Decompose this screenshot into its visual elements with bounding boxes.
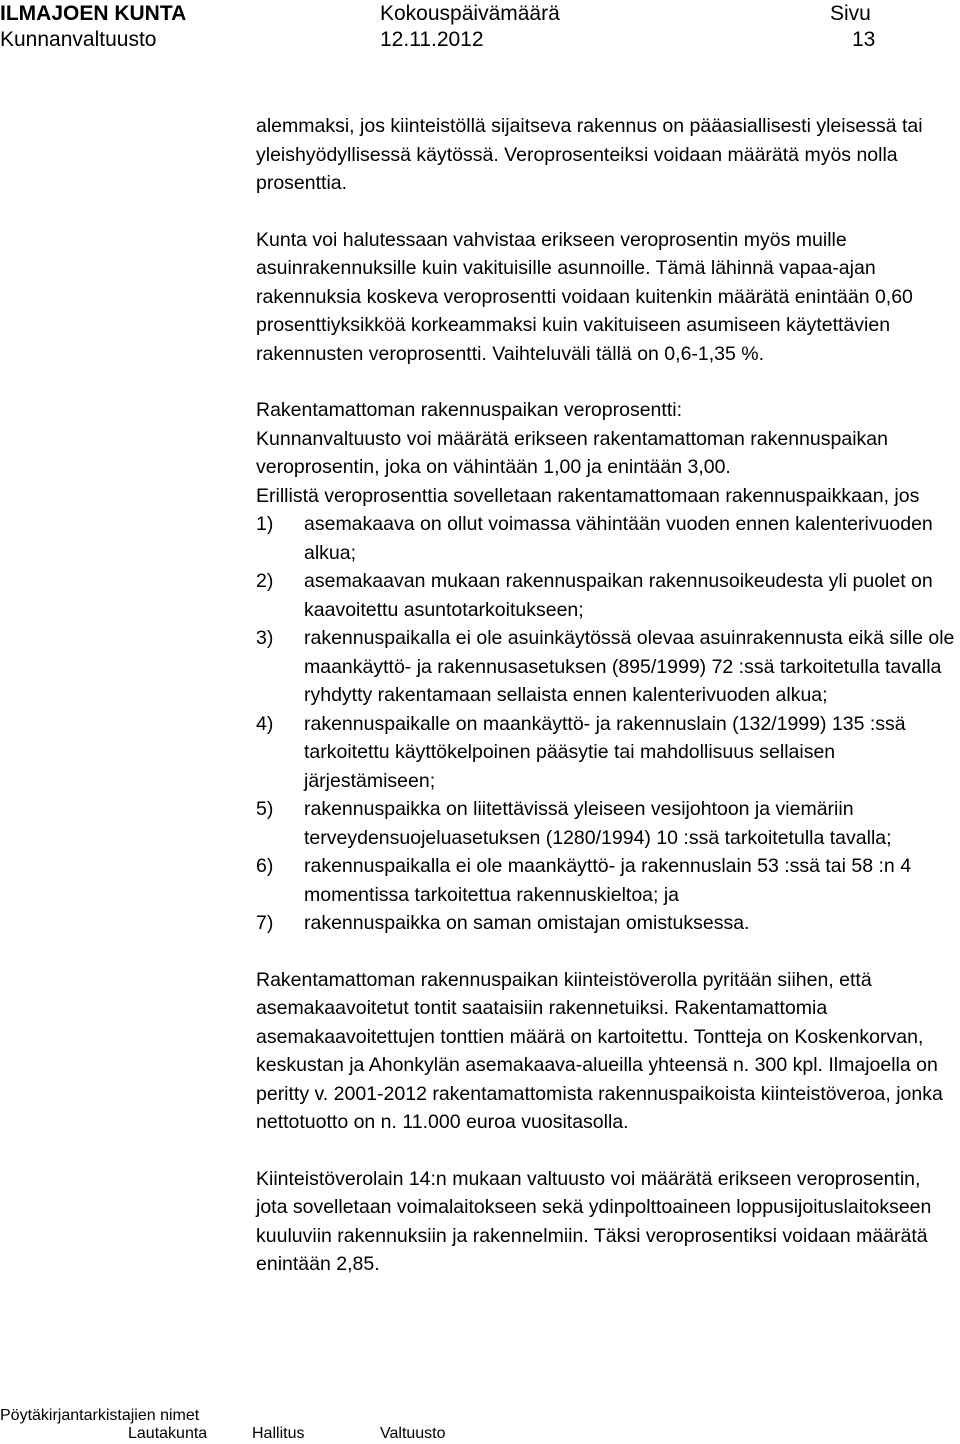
paragraph-5: Kiinteistöverolain 14:n mukaan valtuusto voi määrätä erikseen veroprosentin, jota sovelletaan voimalaitokseen sekä ydinpolttoaineen loppusijoituslaitokseen kuuluviin rakennuksiin ja rakennelmiin. Täksi veroprosentiksi voidaan määrätä enintään 2,85. xyxy=(256,1167,932,1275)
paragraph-1: alemmaksi, jos kiinteistöllä sijaitseva rakennus on pääasiallisesti yleisessä tai yleishyödyllisessä käytössä. Veroprosenteiksi voidaan määrätä myös nolla prosenttia. xyxy=(256,115,923,194)
list-item xyxy=(256,624,956,710)
footer-col-council: Valtuusto xyxy=(380,1425,446,1442)
list-number: 1) xyxy=(256,513,274,535)
list-text: rakennuspaikalla ei ole maankäyttö- ja rakennuslain 53 :ssä tai 58 :n 4 momentissa tarkoitettua rakennuskieltoa; ja xyxy=(304,855,912,906)
page-label: Sivu xyxy=(830,2,871,25)
list-text: rakennuspaikka on saman omistajan omistuksessa. xyxy=(304,912,750,934)
list-number: 3) xyxy=(256,627,274,649)
paragraph-4: Rakentamattoman rakennuspaikan kiinteistöverolla pyritään siihen, että asemakaavoitetut tontit saataisiin rakennetuiksi. Rakentamattomia asemakaavoitettujen tonttien määrä on kartoitettu. Tontteja on Koskenkorvan, keskustan ja Ahonkylän asemakaava-alueilla yhteensä n. 300 kpl. Ilmajoella on peritty v. 2001-2012 rakentamattomista rakennuspaikoista kiinteistöveroa, jonka nettotuotto on n. 11.000 euroa vuositasolla. xyxy=(256,968,943,1133)
list-text: rakennuspaikka on liitettävissä yleiseen vesijohtoon ja viemäriin terveydensuojeluasetuksen (1280/1994) 10 :ssä tarkoitetulla tavalla; xyxy=(304,798,892,849)
page-number: 13 xyxy=(852,28,876,51)
list-text: rakennuspaikalle on maankäyttö- ja rakennuslain (132/1999) 135 :ssä tarkoitettu käyttökelpoinen pääsytie tai mahdollisuus sellaisen järjestämiseen; xyxy=(304,712,906,792)
list-item xyxy=(256,909,956,938)
list-number: 4) xyxy=(256,712,274,735)
list-number: 2) xyxy=(256,570,274,592)
list-item xyxy=(256,567,956,624)
list-item xyxy=(256,795,956,852)
body-name: Kunnanvaltuusto xyxy=(0,28,157,51)
document-body xyxy=(256,112,956,1307)
list-item xyxy=(256,852,956,909)
date-label: Kokouspäivämäärä xyxy=(380,2,560,25)
paragraph-3a: Kunnanvaltuusto voi määrätä erikseen rakentamattoman rakennuspaikan veroprosentin, joka on vähintään 1,00 ja enintään 3,00. xyxy=(256,427,888,478)
list-text: asemakaava on ollut voimassa vähintään vuoden ennen kalenterivuoden alkua; xyxy=(304,513,933,564)
list-number: 7) xyxy=(256,912,274,934)
list-text: rakennuspaikalla ei ole asuinkäytössä olevaa asuinrakennusta eikä sille ole maankäyttö- ja rakennusasetuksen (895/1999) 72 :ssä tarkoitetulla tavalla ryhdytty rakentamaan sellaista ennen kalenterivuoden alkua; xyxy=(304,627,955,706)
list-item xyxy=(256,710,956,796)
section-heading: Rakentamattoman rakennuspaikan veroprosentti: xyxy=(256,399,682,421)
org-name: ILMAJOEN KUNTA xyxy=(0,2,187,25)
list-number: 6) xyxy=(256,855,274,877)
conditions-list xyxy=(256,510,956,938)
list-item xyxy=(256,510,956,567)
paragraph-3b: Erillistä veroprosenttia sovelletaan rakentamattomaan rakennuspaikkaan, jos xyxy=(256,484,920,507)
footer-title: Pöytäkirjantarkistajien nimet xyxy=(0,1407,200,1424)
paragraph-2: Kunta voi halutessaan vahvistaa erikseen veroprosentin myös muille asuinrakennuksille kuin vakituisille asunnoille. Tämä lähinnä vapaa-ajan rakennuksia koskeva veroprosentti voidaan kuitenkin määrätä enintään 0,60 prosenttiyksikköä korkeammaksi kuin vakituiseen asumiseen käytettävien rakennusten veroprosentti. Vaihteluväli tällä on 0,6-1,35 %. xyxy=(256,228,913,365)
list-number: 5) xyxy=(256,798,274,820)
footer-col-government: Hallitus xyxy=(252,1425,305,1442)
footer-col-board: Lautakunta xyxy=(128,1425,208,1442)
list-text: asemakaavan mukaan rakennuspaikan rakennusoikeudesta yli puolet on kaavoitettu asuntotarkoitukseen; xyxy=(304,570,933,621)
meeting-date: 12.11.2012 xyxy=(380,28,484,51)
